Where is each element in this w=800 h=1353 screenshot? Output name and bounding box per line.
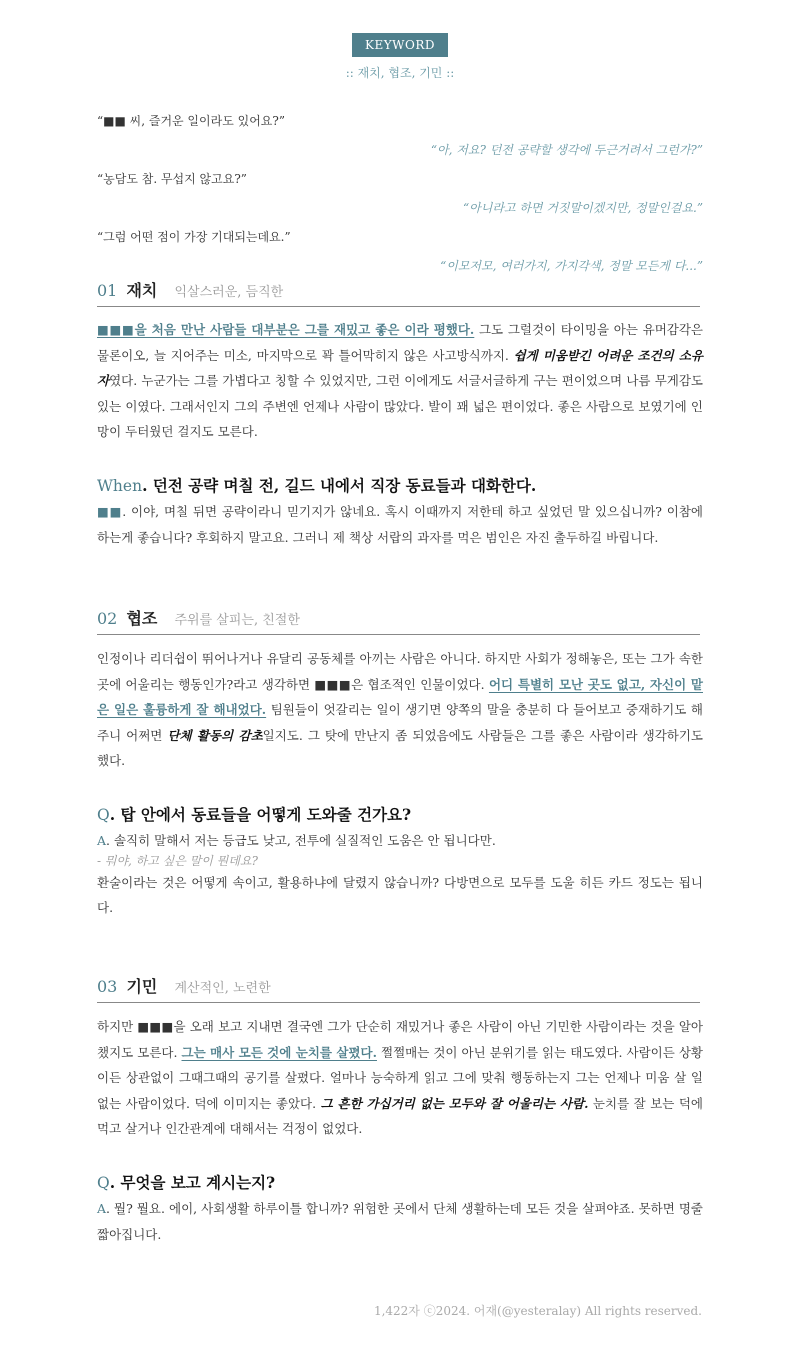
emphasis-phrase: 쉽게 미움받긴 어려운 조건의 소유자 (97, 347, 703, 388)
dialog-block (97, 113, 703, 287)
paragraph-text: 그도 그럴것이 타이밍을 아는 유머감각은 물론이오, 늘 지어주는 미소, 마지막으로 꽉 틀어막히지 않은 사고방식까지. (97, 322, 703, 363)
answer-text-more: 환술이라는 것은 어떻게 속이고, 활용하냐에 달렸지 않습니까? 다방면으로 모두를 도울 히든 카드 정도는 됩니다. (97, 874, 703, 915)
answer-paragraph (97, 1196, 703, 1247)
dialog-line-question: “■■ 씨, 즐거운 일이라도 있어요?” (97, 114, 285, 128)
footer-copyright: 1,422자 ⓒ2024. 어재(@yesteralay) All rights reserved. (373, 1304, 702, 1318)
section-number: 01 (97, 281, 118, 300)
section-subtitle: 익살스러운, 듬직한 (174, 285, 284, 300)
a-label: A (97, 833, 107, 848)
emphasis-phrase: 그 흔한 가십거리 없는 모두와 잘 어울리는 사람. (320, 1095, 589, 1111)
question-heading (97, 803, 411, 825)
section-paragraph (97, 1014, 703, 1142)
q-label: Q (97, 806, 110, 824)
answer-paragraph (97, 828, 703, 921)
paragraph-text: 인정이나 리더쉽이 뛰어나거나 유달리 공동체를 아끼는 사람은 아니다. 하지만 사회가 정해놓은, 또는 그가 속한 곳에 어울리는 행동인가?라고 생각하면 ■■■은 협조적인 인물이었다. (97, 651, 703, 692)
paragraph-text: 였다. 누군가는 그를 가볍다고 칭할 수 있었지만, 그런 이에게도 서글서글하게 구는 편이었으며 나름 무게감도 있는 이였다. 그래서인지 그의 주변엔 언제나 사람이 많았다. 발이 꽤 넓은 편이었다. 좋은 사람으로 보였기에 인망이 두터웠던 걸지도 모른다. (97, 373, 703, 439)
section-number: 02 (97, 609, 118, 628)
section-heading-alertness (97, 974, 700, 997)
dialog-line-question: “농담도 참. 무섭지 않고요?” (97, 172, 247, 186)
section-subtitle: 계산적인, 노련한 (174, 981, 271, 996)
section-paragraph (97, 646, 703, 774)
section-title: 재치 (126, 281, 158, 300)
answer-text: . 솔직히 말해서 저는 등급도 낮고, 전투에 실질적인 도움은 안 됩니다만. (106, 833, 496, 848)
paragraph-text: . 이야, 며칠 뒤면 공략이라니 믿기지가 않네요. 혹시 이때까지 저한테 하고 싶었던 말 있으십니까? 이참에 하는게 좋습니다? 후회하지 말고요. 그러니 제 책상 서랍의 과자를 먹은 범인은 자진 출두하길 바립니다. (97, 504, 704, 545)
question-heading (97, 1171, 275, 1193)
section-number: 03 (97, 977, 118, 996)
underlined-phrase: 그는 매사 모든 것에 눈치를 살폈다. (181, 1044, 377, 1060)
section-divider (97, 1002, 700, 1003)
underlined-phrase: ■■■을 처음 만난 사람들 대부분은 그를 재밌고 좋은 이라 평했다. (97, 322, 475, 337)
dialog-line-answer: “아니라고 하면 거짓말이겠지만, 정말인걸요.” (463, 201, 703, 215)
answer-text: . 뭘? 뭘요. 에이, 사회생활 하루이틀 합니까? 위험한 곳에서 단체 생활하는데 모든 것을 살펴야죠. 못하면 명줄 짧아집니다. (97, 1201, 703, 1242)
keyword-list: :: 재치, 협조, 기민 :: (345, 66, 455, 80)
paragraph-text: 눈치를 잘 보는 덕에 먹고 살거나 인간관계에 대해서는 걱정이 없었다. (97, 1095, 703, 1136)
aside-text: - 뭐야, 하고 싶은 말이 뭔데요? (97, 853, 258, 868)
scenario-paragraph (97, 499, 703, 550)
paragraph-text: 팀원들이 엇갈리는 일이 생기면 양쪽의 말을 충분히 다 들어보고 중재하기도 해주니 어쩌면 (97, 702, 703, 743)
scenario-text: . 던전 공략 며칠 전, 길드 내에서 직장 동료들과 대화한다. (142, 476, 537, 495)
paragraph-text: 하지만 ■■■을 오래 보고 지내면 결국엔 그가 단순히 재밌거나 좋은 사람이 아닌 기민한 사람이라는 것을 알아챘지도 모른다. (97, 1019, 703, 1060)
speaker-name: ■■ (97, 504, 123, 519)
paragraph-text: 일지도. 그 탓에 만난지 좀 되었음에도 사람들은 그를 좋은 사람이라 생각하기도 했다. (97, 727, 703, 768)
section-title: 협조 (126, 609, 158, 628)
section-heading-cooperation (97, 606, 700, 629)
a-label: A (97, 1201, 107, 1216)
emphasis-phrase: 단체 활동의 감초 (167, 727, 263, 743)
section-paragraph (97, 317, 703, 445)
q-label: Q (97, 1174, 110, 1192)
section-title: 기민 (126, 977, 158, 996)
when-label: When (97, 477, 143, 495)
dialog-line-question: “그럼 어떤 점이 가장 기대되는데요.” (97, 230, 291, 244)
dialog-line-answer: “아, 저요? 던전 공략할 생각에 두근거려서 그런가?” (430, 143, 703, 157)
scenario-heading (97, 474, 536, 496)
section-divider (97, 306, 700, 307)
keyword-header (0, 0, 800, 81)
section-divider (97, 634, 700, 635)
underlined-phrase: 어디 특별히 모난 곳도 없고, 자신이 맡은 일은 훌륭하게 잘 해내었다. (97, 676, 703, 717)
dialog-line-answer: “이모저모, 여러가지, 가지각색, 정말 모든게 다...” (440, 259, 703, 273)
paragraph-text: 쩔쩔매는 것이 아닌 분위기를 읽는 태도였다. 사람이든 상황이든 상관없이 그때그때의 공기를 살폈다. 얼마나 능숙하게 읽고 그에 맞춰 행동하는지 그는 언제나 미움 살 일 없는 사람이었다. 덕에 이미지는 좋았다. (97, 1044, 704, 1111)
question-text: . 탑 안에서 동료들을 어떻게 도와줄 건가요? (109, 805, 412, 824)
question-text: . 무엇을 보고 계시는지? (109, 1173, 276, 1192)
section-subtitle: 주위를 살피는, 친절한 (174, 613, 300, 628)
section-heading-wit (97, 278, 700, 301)
keyword-badge: KEYWORD (352, 33, 448, 57)
